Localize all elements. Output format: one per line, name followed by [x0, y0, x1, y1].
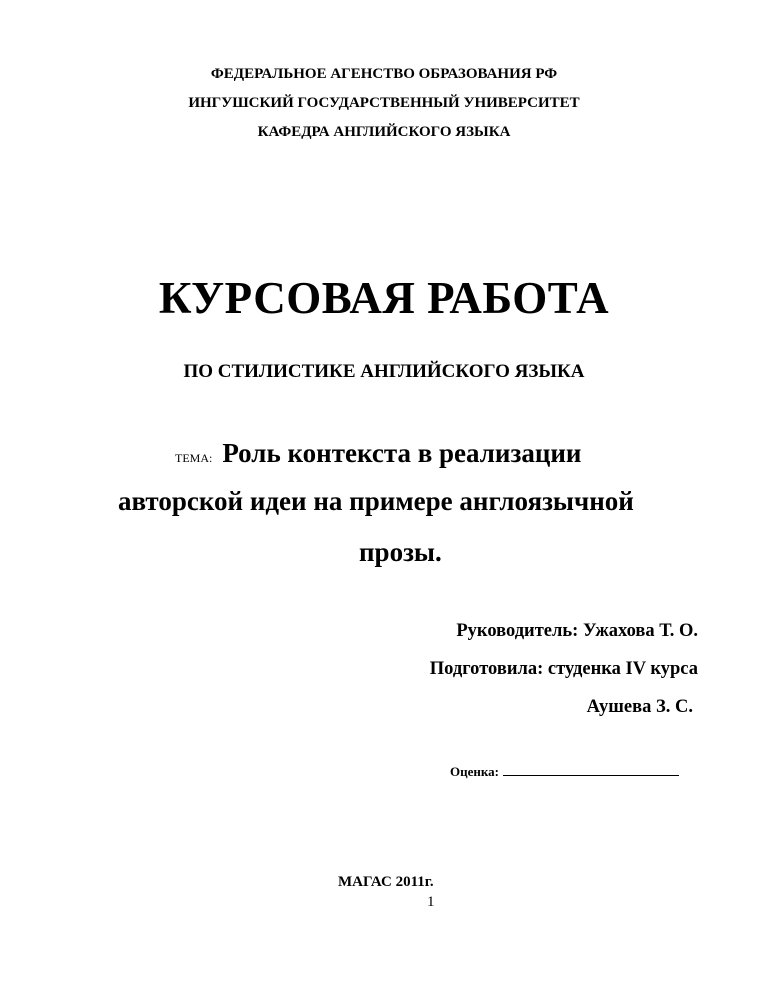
theme-text-line1: Роль контекста в реализации [222, 438, 582, 468]
document-title: КУРСОВАЯ РАБОТА [158, 273, 610, 323]
grade-label: Оценка: [450, 764, 499, 779]
grade-blank [503, 761, 679, 776]
theme-label: ТЕМА: [175, 451, 213, 465]
university-line: ИНГУШСКИЙ ГОСУДАРСТВЕННЫЙ УНИВЕРСИТЕТ [188, 95, 580, 111]
page-number: 1 [427, 894, 435, 910]
student-name: Аушева З. С. [586, 697, 693, 717]
theme-text-line2: авторской идеи на примере англоязычной [118, 486, 634, 516]
theme-text-line3: прозы. [359, 537, 442, 567]
supervisor-line: Руководитель: Ужахова Т. О. [456, 621, 698, 641]
document-subtitle: ПО СТИЛИСТИКЕ АНГЛИЙСКОГО ЯЗЫКА [183, 361, 585, 382]
grade-line [450, 761, 679, 780]
place-year: МАГАС 2011г. [338, 874, 434, 890]
prepared-by-line: Подготовила: студенка IV курса [429, 659, 698, 679]
department-line: КАФЕДРА АНГЛИЙСКОГО ЯЗЫКА [257, 124, 511, 140]
agency-line: ФЕДЕРАЛЬНОЕ АГЕНСТВО ОБРАЗОВАНИЯ РФ [210, 66, 558, 82]
theme-first-line [175, 438, 582, 469]
